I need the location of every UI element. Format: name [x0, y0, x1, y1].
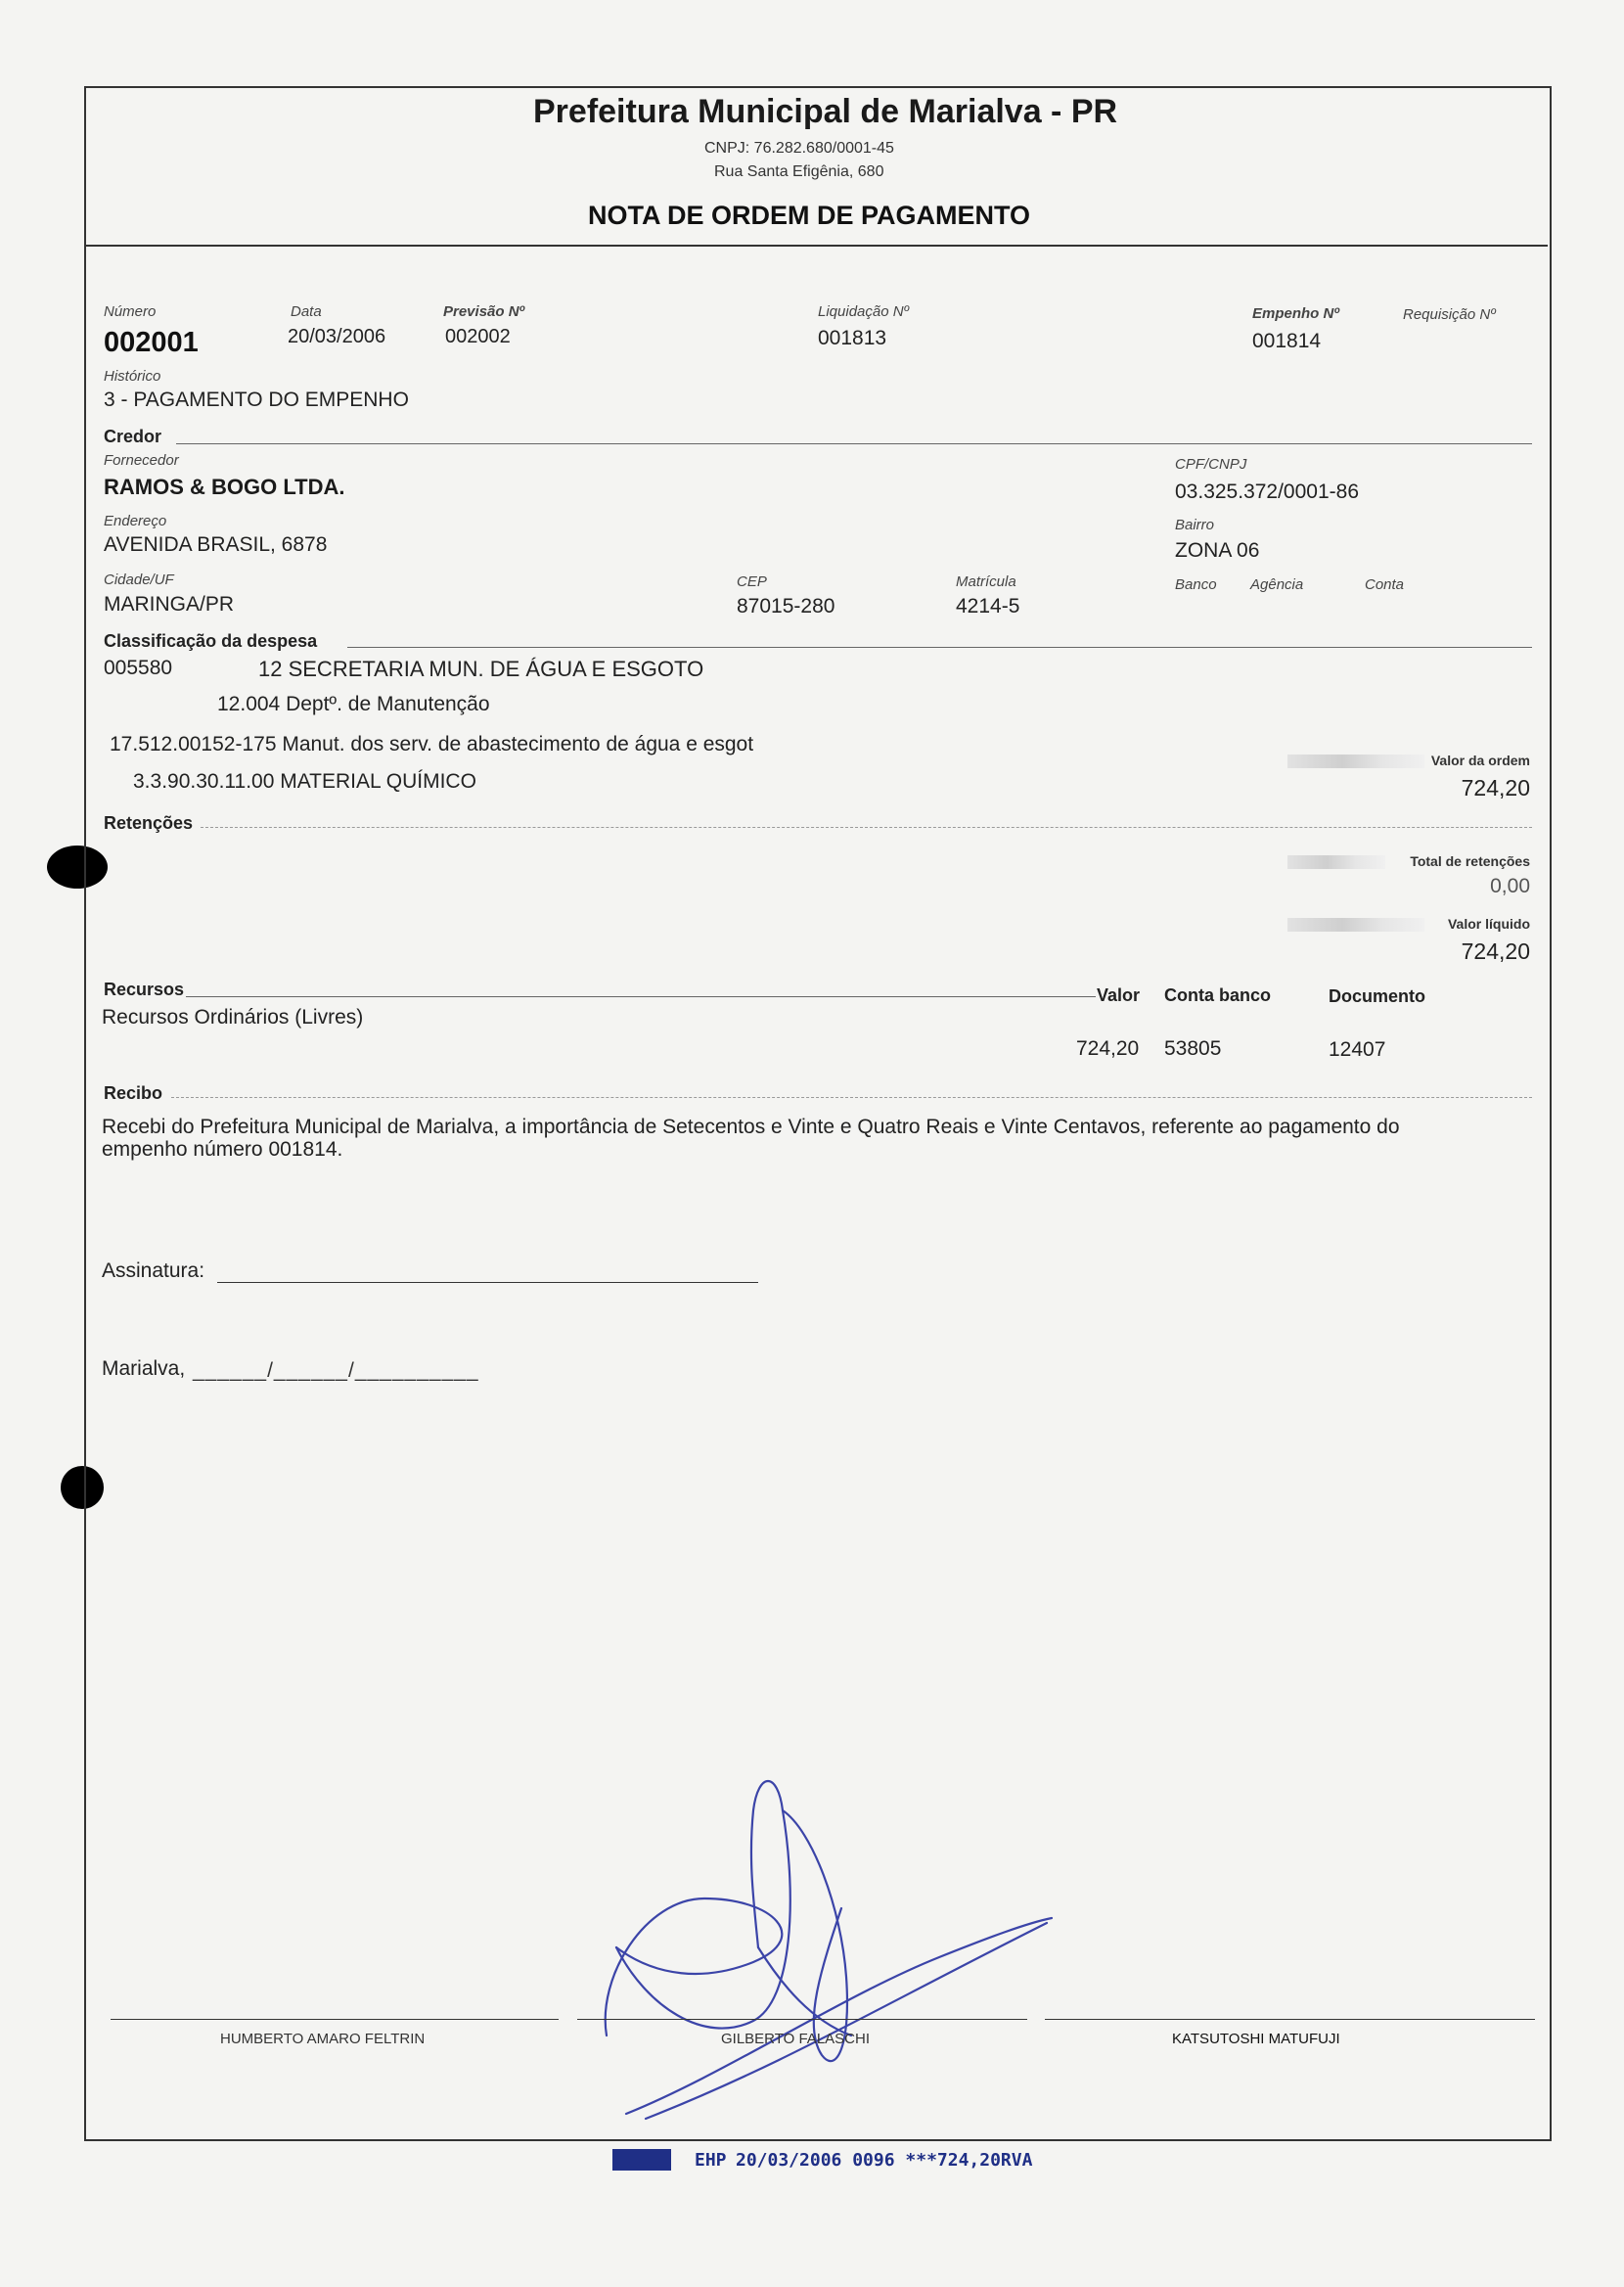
endereco-label: Endereço	[104, 513, 167, 529]
historico-label: Histórico	[104, 368, 161, 385]
classificacao-line-1: 12 SECRETARIA MUN. DE ÁGUA E ESGOTO	[258, 657, 704, 681]
numero-value: 002001	[104, 327, 199, 358]
recursos-conta: 53805	[1164, 1037, 1222, 1060]
valor-ordem-shade	[1287, 755, 1424, 768]
classificacao-code: 005580	[104, 657, 173, 679]
endereco-value: AVENIDA BRASIL, 6878	[104, 533, 328, 556]
municipality-cnpj: CNPJ: 76.282.680/0001-45	[704, 140, 894, 157]
signatario-3: KATSUTOSHI MATUFUJI	[1172, 2031, 1340, 2047]
matricula-label: Matrícula	[956, 573, 1016, 590]
cep-value: 87015-280	[737, 595, 835, 617]
signature-line-1	[111, 2019, 559, 2020]
valor-ordem-label: Valor da ordem	[1430, 753, 1530, 768]
banco-label: Banco	[1175, 576, 1217, 593]
total-retencoes-shade	[1287, 855, 1385, 869]
fornecedor-value: RAMOS & BOGO LTDA.	[104, 475, 345, 499]
classificacao-line-2: 12.004 Deptº. de Manutenção	[217, 693, 490, 715]
conta-label: Conta	[1365, 576, 1405, 593]
cidade-label: Cidade/UF	[104, 572, 174, 588]
recibo-divider	[171, 1097, 1532, 1098]
liquidacao-value: 001813	[818, 327, 887, 349]
cep-label: CEP	[737, 573, 767, 590]
previsao-value: 002002	[445, 326, 511, 347]
agencia-label: Agência	[1250, 576, 1304, 593]
liquidacao-label: Liquidação Nº	[818, 303, 910, 320]
signature-line-3	[1045, 2019, 1535, 2020]
assinatura-line	[217, 1282, 758, 1283]
signatario-2: GILBERTO FALASCHI	[721, 2031, 870, 2047]
recibo-text-line-1: Recebi do Prefeitura Municipal de Marialva, a importância de Setecentos e Vinte e Quatro Reais e Vinte Centavos, referente ao pagamento do	[102, 1116, 1400, 1138]
cpf-cnpj-value: 03.325.372/0001-86	[1175, 480, 1360, 503]
recursos-divider	[186, 996, 1096, 997]
recursos-valor: 724,20	[1076, 1037, 1140, 1060]
recursos-documento: 12407	[1329, 1038, 1386, 1061]
cidade-value: MARINGA/PR	[104, 593, 235, 616]
municipality-title: Prefeitura Municipal de Marialva - PR	[533, 93, 1118, 130]
recursos-conta-header: Conta banco	[1164, 985, 1272, 1005]
recursos-valor-header: Valor	[1097, 985, 1141, 1005]
stamp-logo-text: EHP	[695, 2150, 727, 2171]
stamp-text: 20/03/2006 0096 ***724,20RVA	[736, 2150, 1033, 2171]
local-label: Marialva,	[102, 1357, 186, 1380]
classificacao-line-4: 3.3.90.30.11.00 MATERIAL QUÍMICO	[133, 770, 476, 793]
total-retencoes-label: Total de retenções	[1410, 853, 1530, 869]
recibo-section-label: Recibo	[104, 1083, 163, 1103]
historico-value: 3 - PAGAMENTO DO EMPENHO	[104, 389, 409, 411]
matricula-value: 4214-5	[956, 595, 1020, 617]
valor-liquido-label: Valor líquido	[1447, 916, 1530, 932]
recursos-section-label: Recursos	[104, 980, 185, 999]
bairro-value: ZONA 06	[1175, 539, 1260, 562]
signatario-1: HUMBERTO AMARO FELTRIN	[220, 2031, 426, 2047]
recursos-documento-header: Documento	[1329, 986, 1425, 1006]
data-value: 20/03/2006	[288, 326, 386, 347]
classificacao-line-3: 17.512.00152-175 Manut. dos serv. de abastecimento de água e esgot	[110, 733, 754, 755]
document-title: NOTA DE ORDEM DE PAGAMENTO	[588, 201, 1031, 230]
municipality-address: Rua Santa Efigênia, 680	[714, 163, 884, 180]
total-retencoes-value: 0,00	[1490, 875, 1530, 897]
valor-liquido-shade	[1287, 918, 1424, 932]
assinatura-label: Assinatura:	[102, 1259, 205, 1282]
classificacao-divider	[347, 647, 1532, 648]
signature-line-2	[577, 2019, 1027, 2020]
cpf-cnpj-label: CPF/CNPJ	[1175, 456, 1247, 473]
retencoes-divider	[201, 827, 1532, 828]
empenho-value: 001814	[1252, 330, 1322, 352]
header-divider	[84, 245, 1548, 247]
credor-section-label: Credor	[104, 427, 162, 446]
classificacao-section-label: Classificação da despesa	[104, 631, 318, 651]
requisicao-label: Requisição Nº	[1403, 306, 1496, 323]
credor-divider	[176, 443, 1532, 444]
empenho-label: Empenho Nº	[1252, 305, 1339, 322]
handwritten-signature	[587, 1752, 1076, 2143]
fornecedor-label: Fornecedor	[104, 452, 179, 469]
valor-ordem-value: 724,20	[1461, 775, 1530, 800]
valor-liquido-value: 724,20	[1461, 938, 1530, 964]
numero-label: Número	[104, 303, 157, 320]
bairro-label: Bairro	[1175, 517, 1215, 533]
previsao-label: Previsão Nº	[443, 303, 525, 320]
recursos-descricao: Recursos Ordinários (Livres)	[102, 1006, 364, 1029]
date-blank: ______/______/__________	[193, 1359, 479, 1382]
data-label: Data	[291, 303, 322, 320]
retencoes-section-label: Retenções	[104, 813, 194, 833]
stamp-logo	[612, 2149, 671, 2171]
recibo-text-line-2: empenho número 001814.	[102, 1138, 343, 1161]
